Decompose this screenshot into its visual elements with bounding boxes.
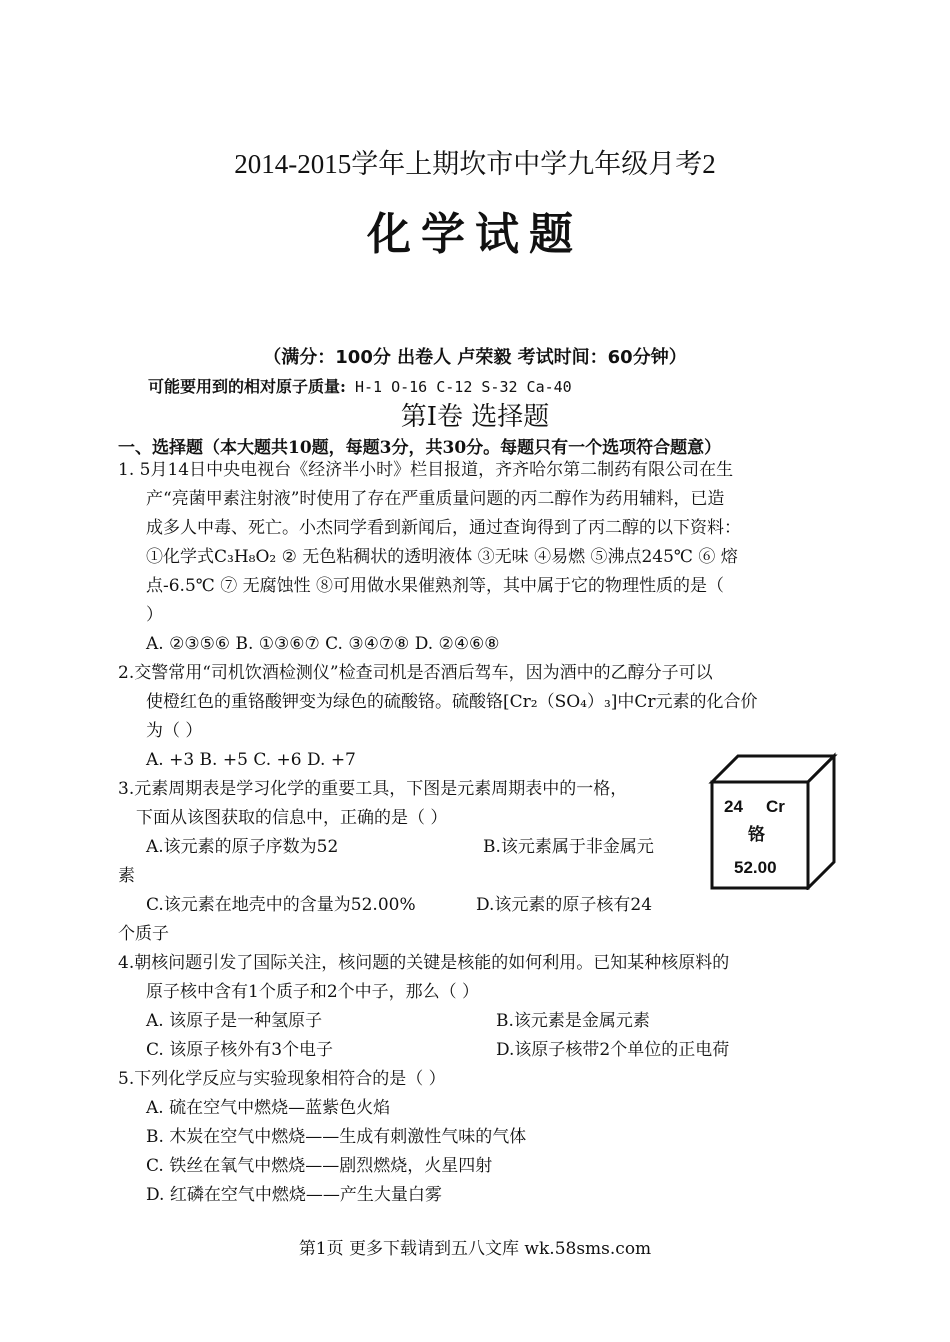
q1-line-4: ①化学式C₃H₈O₂ ② 无色粘稠状的透明液体 ③无味 ④易燃 ⑤沸点245℃ ⑥ 熔: [146, 547, 738, 567]
q2-line-1: 2.交警常用“司机饮酒检测仪”检查司机是否酒后驾车，因为酒中的乙醇分子可以: [118, 663, 713, 683]
atomic-masses-values: H-1 O-16 C-12 S-32 Ca-40: [345, 378, 572, 396]
q1-line-2: 产“亮菌甲素注射液”时使用了存在严重质量问题的丙二醇作为药用辅料，已造: [146, 489, 725, 509]
page-footer: 第1页 更多下载请到五八文库 wk.58sms.com: [298, 1239, 652, 1259]
section-title: 第Ⅰ卷 选择题: [400, 402, 550, 432]
q2-line-2: 使橙红色的重铬酸钾变为绿色的硫酸铬。硫酸铬[Cr₂（SO₄）₃]中Cr元素的化合价: [146, 692, 758, 712]
q3-option-a: A.该元素的原子序数为52: [146, 837, 339, 857]
q5-line-1: 5.下列化学反应与实验现象相符合的是（ ）: [118, 1069, 446, 1089]
atomic-masses-label: 可能要用到的相对原子质量:: [148, 377, 346, 396]
q1-line-3: 成多人中毒、死亡。小杰同学看到新闻后，通过查询得到了丙二醇的以下资料：: [146, 518, 741, 538]
q2-options: A. +3 B. +5 C. +6 D. +7: [146, 750, 356, 770]
q3-option-d: D.该元素的原子核有24: [476, 895, 653, 915]
element-name: 铬: [748, 825, 765, 845]
q3-line-2: 下面从该图获取的信息中，正确的是（ ）: [136, 808, 448, 828]
q2-line-3: 为（ ）: [146, 721, 203, 741]
periodic-element-cube: [708, 750, 838, 890]
q1-line-1: 1. 5月14日中央电视台《经济半小时》栏目报道，齐齐哈尔第二制药有限公司在生: [118, 460, 734, 480]
q5-option-b: B. 木炭在空气中燃烧——生成有刺激性气味的气体: [146, 1127, 527, 1147]
q4-option-b: B.该元素是金属元素: [496, 1011, 650, 1031]
element-mass: 52.00: [734, 858, 777, 877]
section-instruction: 一、选择题（本大题共10题，每题3分，共30分。每题只有一个选项符合题意）: [118, 438, 722, 458]
q4-line-1: 4.朝核问题引发了国际关注，核问题的关键是核能的如何利用。已知某种核原料的: [118, 953, 730, 973]
q3-option-b-cont: 素: [118, 866, 135, 886]
exam-subtitle: 2014-2015学年上期坎市中学九年级月考2: [234, 149, 716, 179]
q4-option-a: A. 该原子是一种氢原子: [146, 1011, 323, 1031]
q4-option-d: D.该原子核带2个单位的正电荷: [496, 1040, 730, 1060]
q5-option-c: C. 铁丝在氧气中燃烧——剧烈燃烧，火星四射: [146, 1156, 493, 1176]
element-number: 24: [724, 797, 743, 816]
q1-line-6: ）: [146, 605, 163, 625]
q5-option-a: A. 硫在空气中燃烧—蓝紫色火焰: [146, 1098, 391, 1118]
q3-option-b: B.该元素属于非金属元: [483, 837, 654, 857]
q4-option-c: C. 该原子核外有3个电子: [146, 1040, 334, 1060]
q3-option-c: C.该元素在地壳中的含量为52.00%: [146, 895, 416, 915]
exam-title: 化学试题: [367, 209, 583, 260]
q1-line-5: 点-6.5℃ ⑦ 无腐蚀性 ⑧可用做水果催熟剂等，其中属于它的物理性质的是（: [146, 576, 725, 596]
q4-line-2: 原子核中含有1个质子和2个中子，那么（ ）: [146, 982, 480, 1002]
q1-options: A. ②③⑤⑥ B. ①③⑥⑦ C. ③④⑦⑧ D. ②④⑥⑧: [146, 634, 500, 654]
q3-option-d-cont: 个质子: [118, 924, 169, 944]
q3-line-1: 3.元素周期表是学习化学的重要工具，下图是元素周期表中的一格，: [118, 779, 628, 799]
exam-info: （满分：100分 出卷人 卢荣毅 考试时间：60分钟）: [263, 347, 687, 368]
q5-option-d: D. 红磷在空气中燃烧——产生大量白雾: [146, 1185, 442, 1205]
atomic-masses: [148, 374, 572, 397]
element-symbol: Cr: [766, 797, 785, 816]
